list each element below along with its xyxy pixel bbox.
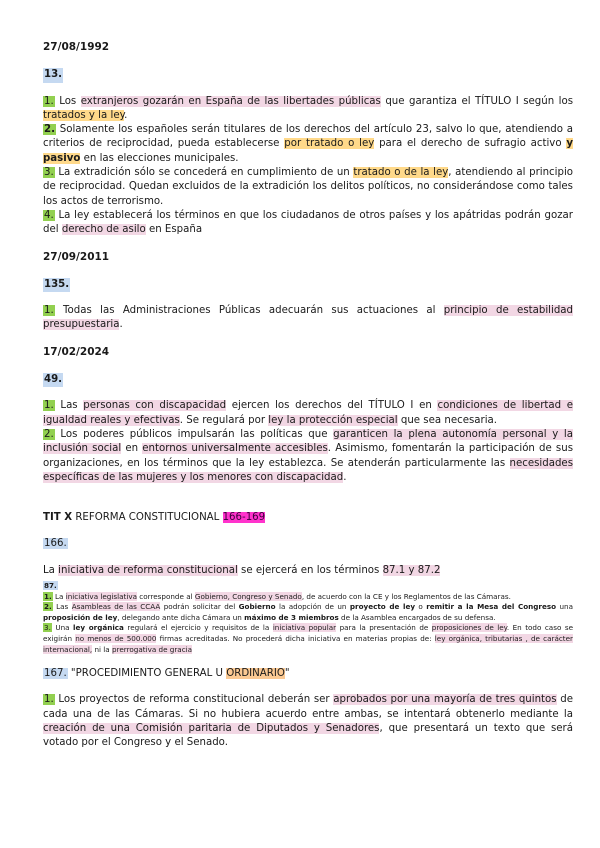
bold-text: remitir a la Mesa del Congreso bbox=[426, 602, 557, 612]
text: Las bbox=[52, 602, 72, 612]
article-49-body bbox=[43, 399, 573, 485]
text: en bbox=[121, 443, 143, 455]
bold-text: proyecto de ley bbox=[349, 602, 415, 612]
highlight: principio de estabilidad presupuestaria bbox=[43, 305, 574, 331]
bold-text: ley orgánica bbox=[73, 623, 124, 633]
text: de la Asamblea encargados de su defensa. bbox=[338, 612, 496, 622]
article-number bbox=[43, 68, 573, 82]
article-label: 49. bbox=[43, 373, 63, 387]
highlight: por tratado o ley bbox=[284, 138, 375, 150]
article-number bbox=[43, 278, 573, 292]
text: firmas acreditadas. No procederá dicha iniciativa en materias propias de: bbox=[156, 633, 435, 643]
article-label: 135. bbox=[43, 278, 70, 292]
highlight: Asambleas de las CCAA bbox=[71, 602, 161, 612]
text: Los bbox=[54, 95, 81, 107]
highlight: ley la protección especial bbox=[268, 414, 398, 426]
paragraph bbox=[43, 693, 573, 750]
paragraph-number: 3. bbox=[44, 167, 54, 179]
highlight: iniciativa popular bbox=[272, 623, 337, 633]
paragraph bbox=[43, 623, 573, 655]
article-range: 166-169 bbox=[222, 512, 266, 524]
text: de cada una de las Cámaras. Si no hubiera acuerdo entre ambas, se intentará obtenerlo mediante la bbox=[43, 694, 573, 720]
text: La bbox=[52, 591, 66, 601]
highlight: derecho de asilo bbox=[61, 224, 146, 236]
paragraph-number: 2. bbox=[44, 124, 55, 136]
article-label: 87. bbox=[44, 581, 57, 591]
highlight: tratados y la ley bbox=[43, 109, 125, 121]
highlight: aprobados por una mayoría de tres quintos bbox=[333, 694, 557, 706]
highlight: iniciativa de reforma constitucional bbox=[58, 564, 238, 576]
paragraph bbox=[43, 592, 573, 603]
text: Los poderes públicos impulsarán las políticas que bbox=[54, 428, 334, 440]
paragraph-number: 3. bbox=[44, 623, 51, 633]
date-heading: 27/09/2011 bbox=[43, 250, 110, 263]
title-label: TIT X bbox=[43, 512, 73, 524]
title-text: REFORMA CONSTITUCIONAL bbox=[72, 512, 223, 524]
text: "PROCEDIMIENTO GENERAL U bbox=[67, 668, 227, 680]
text: podrán solicitar del bbox=[160, 602, 239, 612]
text: . Se regulará por bbox=[179, 414, 269, 426]
text: Una bbox=[51, 623, 74, 633]
paragraph-number: 2. bbox=[44, 602, 52, 612]
text: ni la bbox=[92, 644, 112, 654]
paragraph-number: 1. bbox=[44, 95, 54, 107]
highlight: extranjeros gozarán en España de las libertades públicas bbox=[80, 95, 381, 107]
highlight: garanticen la plena autonomía personal y la inclusión social bbox=[43, 428, 573, 455]
text: en España bbox=[145, 224, 203, 236]
highlight: ley orgánica, tributarias , de carácter internacional, bbox=[43, 633, 573, 654]
date-heading: 17/02/2024 bbox=[43, 345, 110, 358]
highlight: condiciones de libertad e igualdad reales y efectivas bbox=[43, 400, 574, 426]
text: . En todo caso se exigirán bbox=[43, 623, 573, 643]
document-page bbox=[43, 40, 573, 751]
text: . bbox=[119, 319, 123, 331]
highlight: no menos de 500.000 bbox=[75, 633, 157, 643]
text: . bbox=[343, 471, 347, 483]
bold-text: proposición de ley bbox=[43, 612, 118, 622]
bold-text: máximo de 3 miembros bbox=[244, 612, 339, 622]
text: , delegando ante dicha Cámara un bbox=[117, 612, 245, 622]
paragraph-number: 1. bbox=[44, 694, 54, 706]
highlight: tratado o de la ley bbox=[353, 167, 449, 179]
article-number bbox=[43, 537, 573, 551]
highlight: prerrogativa de gracia bbox=[111, 644, 193, 654]
text: para la presentación de bbox=[336, 623, 432, 633]
paragraph bbox=[43, 564, 573, 578]
text: . Asimismo, fomentarán la participación de sus organizaciones, en los términos que la ley establezca. Se atenderán particularmente las bbox=[43, 443, 574, 469]
paragraph bbox=[43, 95, 573, 124]
text: La ley establecerá los términos en que los ciudadanos de otros países y los apátridas podrán gozar del bbox=[43, 209, 573, 236]
highlight: entornos universalmente accesibles bbox=[142, 443, 328, 455]
text: Los proyectos de reforma constitucional deberán ser bbox=[54, 694, 334, 706]
text: la adopción de un bbox=[275, 602, 350, 612]
article-87-excerpt bbox=[43, 581, 573, 655]
text: La extradición sólo se concederá en cumplimiento de un bbox=[54, 167, 354, 179]
text: Solamente los españoles serán titulares de los derechos del artículo 23, salvo lo que, atendiendo a criterios de reciprocidad, pueda establecerse bbox=[43, 124, 573, 150]
article-number bbox=[43, 581, 573, 592]
text: una bbox=[556, 602, 573, 612]
paragraph bbox=[43, 602, 573, 623]
text: , atendiendo al principio de reciprocidad. Quedan excluidos de la extradición los delitos políticos, no considerándose como tales los actos de terrorismo. bbox=[43, 167, 574, 207]
text: , de acuerdo con la CE y los Reglamentos de las Cámaras. bbox=[301, 591, 511, 601]
text: corresponde al bbox=[136, 591, 195, 601]
text: . bbox=[124, 109, 128, 121]
highlight: creación de una Comisión paritaria de Diputados y Senadores bbox=[43, 723, 380, 735]
article-13-body bbox=[43, 95, 573, 238]
paragraph-number: 1. bbox=[44, 400, 54, 412]
title-heading bbox=[43, 511, 573, 525]
text: ejercen los derechos del TÍTULO I en bbox=[226, 400, 438, 412]
paragraph bbox=[43, 123, 573, 166]
text: , que presentará un texto que será votado por el Congreso y el Senado. bbox=[43, 723, 573, 749]
text: se ejercerá en los términos bbox=[237, 564, 383, 576]
date-heading: 27/08/1992 bbox=[43, 41, 110, 53]
paragraph-number: 2. bbox=[44, 428, 54, 440]
text: " bbox=[284, 668, 290, 680]
article-135-body bbox=[43, 304, 573, 333]
text: que garantiza el TÍTULO I según los bbox=[380, 95, 573, 107]
text: o bbox=[415, 602, 427, 612]
text: La bbox=[43, 564, 59, 576]
highlight: iniciativa legislativa bbox=[65, 591, 137, 601]
highlight: 87.1 y 87.2 bbox=[382, 564, 441, 576]
highlight: personas con discapacidad bbox=[83, 400, 227, 412]
paragraph bbox=[43, 209, 573, 238]
highlight: y pasivo bbox=[43, 138, 574, 164]
article-label: 166. bbox=[44, 538, 67, 550]
highlight: Gobierno, Congreso y Senado bbox=[194, 591, 302, 601]
paragraph-number: 1. bbox=[44, 591, 52, 601]
paragraph bbox=[43, 428, 573, 485]
article-number bbox=[43, 373, 573, 387]
article-heading bbox=[43, 667, 573, 681]
text: para el derecho de sufragio activo bbox=[374, 138, 567, 150]
highlight: necesidades específicas de las mujeres y los menores con discapacidad bbox=[43, 457, 573, 483]
text: que sea necesaria. bbox=[397, 414, 498, 426]
text: regulará el ejercicio y requisitos de la bbox=[123, 623, 273, 633]
highlight: proposiciones de ley bbox=[431, 623, 507, 633]
paragraph bbox=[43, 399, 573, 428]
article-label: 13. bbox=[43, 68, 63, 82]
paragraph-number: 4. bbox=[44, 209, 54, 221]
text: Todas las Administraciones Públicas adecuarán sus actuaciones al bbox=[54, 305, 444, 317]
bold-text: Gobierno bbox=[238, 602, 276, 612]
article-label: 167. bbox=[44, 668, 67, 680]
text: en las elecciones municipales. bbox=[80, 152, 239, 164]
paragraph bbox=[43, 304, 573, 333]
text: Las bbox=[54, 400, 84, 412]
paragraph bbox=[43, 166, 573, 209]
highlight: ORDINARIO bbox=[226, 668, 285, 680]
paragraph-number: 1. bbox=[44, 305, 54, 317]
